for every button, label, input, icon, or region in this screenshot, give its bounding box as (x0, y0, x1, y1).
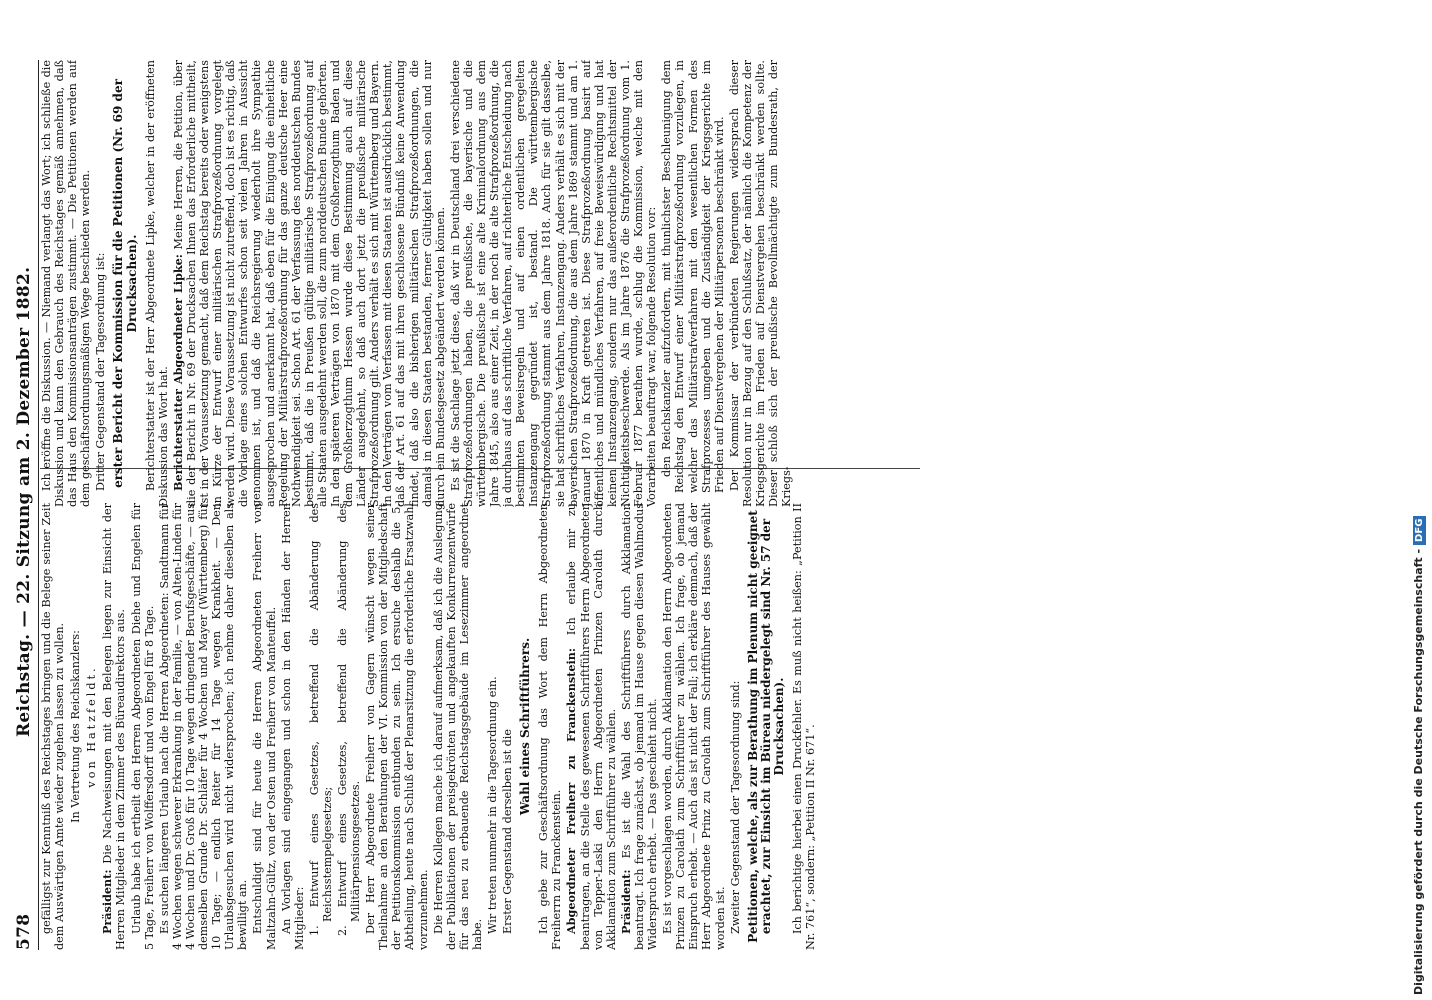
speaker: Berichterstatter Abgeordneter Lipke: (170, 254, 185, 491)
section-heading: Wahl eines Schriftführers. (518, 637, 533, 816)
list-item: 1. Entwurf eines Gesetzes, betreffend die Abänderung des Reichsstempelgesetzes; (307, 503, 334, 936)
paragraph: Ich eröffne die Diskussion. — Niemand verlangt das Wort; ich schließe die Diskussion und kann den Gebrauch des Reichstages gemäß annehmen, daß das Haus den Kommissionsanträgen zustimmt. — Die Petitionen werden auf dem geschäftsordnungsmäßigen Wege beschieden werden. (40, 60, 93, 507)
paragraph: Urlaub habe ich ertheilt den Herren Abgeordneten Diehe und Engelen für 5 Tage, Freiherr von Wolffersdorff und von Engel für 8 Tage. (129, 503, 156, 950)
bill-list (308, 503, 362, 950)
paragraph: Entschuldigt sind für heute die Herren Abgeordneten Freiherr von Maltzahn-Gültz, von der Osten und Freiherr von Manteuffel. (251, 503, 278, 950)
paragraph: In Vertretung des Reichskanzlers: (69, 630, 83, 823)
page-title: Reichstag. — 22. Sitzung am 2. Dezember 1882. (14, 266, 34, 737)
quoted-resolution: den Reichskanzler aufzufordern, mit thunlichster Beschleunigung dem Reichstag den Entwurf einer Militärstrafprozeßordnung vorzulegen, in welcher das Militärstrafverfahren mit den wesentlichen Formen des Strafprozesses umgeben und die Zuständigkeit der Kriegsgerichte im Frieden auf Dienstvergehen der Militärpersonen beschränkt wird. (660, 60, 726, 493)
paragraph: Präsident: Es ist die Wahl des Schriftführers durch Akklamation beantragt. Ich frage zunächst, ob jemand im Hause gegen diesen Wahlmodus Widerspruch erhebt. — Das geschieht nicht. (618, 503, 660, 950)
paragraph: Präsident: Die Nachweisungen mit den Belegen liegen zur Einsicht der Herren Mitglieder in dem Zimmer des Büreaudirektors aus. (100, 503, 128, 950)
page-number: 578 (14, 913, 34, 950)
section-heading: Petitionen, welche, als zur Berathung im Plenum nicht geeignet erachtet, zur Einsicht im Büreau niedergelegt sind Nr. 57 der Drucksachen). (745, 510, 786, 943)
list-item: 2. Entwurf eines Gesetzes, betreffend die Abänderung des Militärpensionsgesetzes. (335, 503, 363, 936)
signature: von Hatzfeldt. (85, 665, 99, 788)
speaker: Präsident: (618, 869, 633, 934)
paragraph: Der Herr Abgeordnete Freiherr von Gagern wünscht wegen seiner Theilnahme an den Berathungen der VI. Kommission von der Mitgliedschaft der Petitionskommission entbunden zu sein. Ich ersuche deshalb die 5. Abtheilung, heute nach Schluß der Plenarsitzung die erforderliche Ersatzwahl vorzunehmen. (364, 503, 430, 950)
paragraph: Ich berichtige hierbei einen Druckfehler. Es muß nicht heißen: „Petition II Nr. 761“, sondern: „Petition II Nr. 671“. (790, 503, 818, 950)
paragraph: Zweiter Gegenstand der Tagesordnung sind: (728, 680, 742, 934)
right-column (40, 60, 920, 507)
paragraph: Berichterstatter ist der Herr Abgeordnete Lipke, welcher in der eröffneten Diskussion das Wort hat. (143, 60, 170, 507)
speaker: Abgeordneter Freiherr zu Franckenstein: (564, 648, 579, 934)
speaker: Präsident: (100, 869, 115, 934)
left-column (40, 503, 920, 950)
dfg-logo: DFG (1413, 516, 1426, 545)
credit-text: Digitalisierung gefördert durch die Deutsche Forschungsgemeinschaft -DFG (1412, 516, 1426, 995)
paragraph: Dritter Gegenstand der Tagesordnung ist: (94, 252, 108, 491)
paragraph: gefälligst zur Kenntniß des Reichstages bringen und die Belege seiner Zeit dem Auswärtigen Amte wieder zugehen lassen zu wollen. (40, 503, 67, 950)
paragraph: Es ist die Sachlage jetzt diese, daß wir in Deutschland drei verschiedene Strafprozeßordnungen haben, die preußische, die bayerische und die württembergische. Die preußische ist eine alte Kriminalordnung aus dem Jahre 1845, also aus einer Zeit, in der noch die alte Strafprozeßordnung, die ja durchaus auf das schriftliche Verfahren, auf richterliche Entscheidung nach bestimmten Beweisregeln und auf einen ordentlichen geregelten Instanzengang gegründet ist, bestand. Die württembergische Strafprozeßordnung stammt aus dem Jahre 1818. Auch für sie gilt dasselbe, sie hat schriftliches Verfahren, Instanzengang. Anders verhält es sich mit der bayerischen Strafprozeßordnung, die aus dem Jahre 1869 stammt und am 1. Januar 1870 in Kraft getreten ist. Diese Strafprozeßordnung basirt auf öffentliches und mündliches Verfahren, auf freie Beweiswürdigung und hat keinen Instanzengang, sondern nur das außerordentliche Rechtsmittel der Nichtigkeitsbeschwerde. Als im Jahre 1876 die Strafprozeßordnung vom 1. Februar 1877 berathen wurde, schlug die Kommission, welche mit den Vorarbeiten beauftragt war, folgende Resolution vor: (448, 60, 659, 507)
paragraph: Es suchen längeren Urlaub nach die Herren Abgeordneten: Sandtmann für 4 Wochen wegen schwerer Erkrankung in der Familie, — von Alten-Linden für 4 Wochen und Dr. Groß für 10 Tage wegen dringender Berufsgeschäfte, — aus demselben Grunde Dr. Schläfer für 4 Wochen und Mayer (Württemberg) für 10 Tage; — endlich Reiter für 14 Tage wegen Krankheit. — Den Urlaubsgesuchen wird nicht widersprochen; ich nehme daher dieselben als bewilligt an. (157, 503, 250, 950)
paragraph: Es ist vorgeschlagen worden, durch Akklamation den Herrn Abgeordneten Prinzen zu Carolath zum Schriftführer zu wählen. Ich frage, ob jemand Einspruch erhebt. — Auch das ist nicht der Fall; ich erkläre demnach, daß der Herr Abgeordnete Prinz zu Carolath zum Schriftführer des Hauses gewählt worden ist. (661, 503, 727, 950)
running-head (0, 60, 39, 950)
paragraph: Die Herren Kollegen mache ich darauf aufmerksam, daß ich die Auslegung der Publikationen der preisgekrönten und angekauften Konkurrenzentwürfe für das neu zu erbauende Reichstagsgebäude im Lesezimmer angeordnet habe. (431, 503, 484, 950)
paragraph: Abgeordneter Freiherr zu Franckenstein: Ich erlaube mir zu beantragen, an die Stelle des gewesenen Schriftführers Herrn Abgeordneten von Tepper-Laski den Herrn Abgeordneten Prinzen Carolath durch Akklamation zum Schriftführer zu wählen. (564, 503, 618, 950)
paragraph: An Vorlagen sind eingegangen und schon in den Händen der Herren Mitglieder: (279, 503, 306, 950)
paragraph: Berichterstatter Abgeordneter Lipke: Meine Herren, die Petition, über die der Bericht in Nr. 69 der Drucksachen Ihnen das Erforderliche mittheilt, ist in der Voraussetzung gemacht, daß dem Reichstag bereits oder wenigstens in Kürze der Entwurf einer militärischen Strafprozeßordnung vorgelegt werden wird. Diese Voraussetzung ist nicht zutreffend, doch ist es richtig, daß die Vorlage eines solchen Entwurfes schon seit vielen Jahren in Aussicht genommen ist, und daß die Reichsregierung wiederholt ihre Sympathie ausgesprochen und anerkannt hat, daß eben für die Einigung die einheitliche Regelung der Militärstrafprozeßordnung für das ganze deutsche Heer eine Nothwendigkeit sei. Schon Art. 61 der Verfassung des norddeutschen Bundes bestimmt, daß die in Preußen gültige militärische Strafprozeßordnung auf alle Staaten ausgedehnt werden soll, die zum norddeutschen Bunde gehörten. In den späteren Verträgen von 1870 mit dem Großherzogthum Baden und dem Großherzogthum Hessen wurde diese Bestimmung auch auf diese Länder ausgedehnt, so daß auch dort jetzt die preußische militärische Strafprozeßordnung gilt. Anders verhält es sich mit Württemberg und Bayern. In den Verträgen vom Verfassen mit diesen Staaten ist ausdrücklich bestimmt, daß der Art. 61 auf das mit ihren geschlossene Bündniß keine Anwendung findet, daß also die bisherigen militärischen Strafprozeßordnungen, die damals in diesen Staaten bestanden, ferner Gültigkeit haben sollen und nur durch ein Bundesgesetz abgeändert werden können. (170, 60, 447, 507)
paragraph: Wir treten nunmehr in die Tagesordnung ein. (486, 676, 499, 934)
paragraph: Ich gebe zur Geschäftsordnung das Wort dem Herrn Abgeordneten Freiherrn zu Franckenstein. (537, 503, 564, 950)
section-heading: erster Bericht der Kommission für die Petitionen (Nr. 69 der Drucksachen). (111, 79, 139, 488)
paragraph: Der Kommissar der verbündeten Regierungen widersprach dieser Resolution nur in Bezug auf den Schlußsatz, der nämlich die Kompetenz der Kriegsgerichte im Frieden auf Dienstvergehen beschränkt werden sollte. Dieser schloß sich der preußische Bevollmächtigte zum Bundesrath, der Kriegs- (727, 60, 794, 507)
paragraph: Erster Gegenstand derselben ist die (501, 729, 515, 934)
digitization-credit (1408, 0, 1432, 1000)
text-columns (40, 60, 920, 950)
